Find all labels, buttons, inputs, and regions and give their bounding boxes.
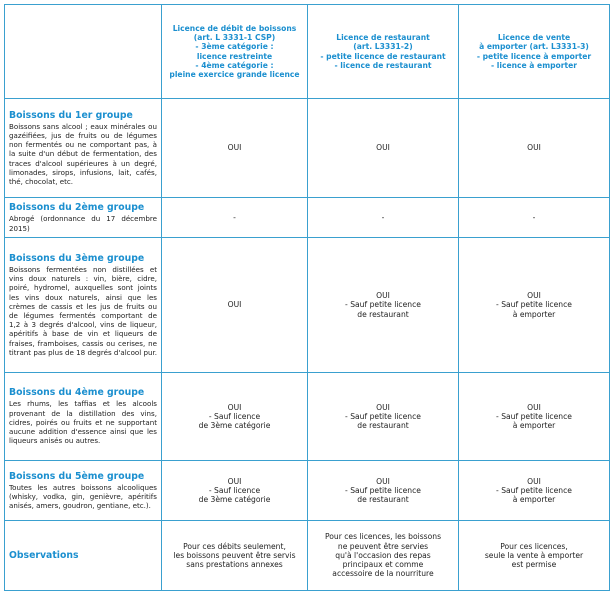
cell-line: - Sauf licence (208, 411, 261, 421)
group-1-description: Boissons sans alcool ; eaux minérales ou gazéifiées, jus de fruits ou de légumes non fermentés ou ne comportant pas, à la suite d'un début de fermentation, des traces d'alcool supérieures à un degré, limonades, sirops, infusions, lait, cafés, thé, chocolat, etc. (9, 121, 157, 186)
group-2-cell (5, 198, 162, 238)
cell-line: OUI (376, 143, 390, 153)
group-2-emporter-cell (459, 198, 610, 238)
cell-line: de restaurant (357, 309, 409, 319)
cell-line: - Sauf petite licence (496, 485, 572, 495)
table-row-group-3 (5, 238, 610, 373)
cell-line: Licence de vente (497, 32, 571, 42)
table-row-observations (5, 521, 610, 591)
group-3-restaurant-cell (308, 238, 459, 373)
cell-line: - Sauf petite licence (345, 300, 421, 310)
cell-line: OUI (527, 291, 541, 301)
cell-line: Licence de débit de boissons (172, 23, 297, 33)
cell-line: - licence de restaurant (334, 60, 432, 70)
group-1-debit-cell (162, 99, 308, 198)
cell-line: principaux et comme (342, 560, 424, 570)
cell-line: sans prestations annexes (186, 560, 283, 570)
header-corner (5, 5, 162, 99)
cell-line: OUI (227, 476, 242, 486)
table-row-group-1 (5, 99, 610, 198)
cell-line: Pour ces licences, (500, 541, 568, 551)
cell-line: Pour ces débits seulement, (183, 541, 286, 551)
observations-emporter-cell (459, 521, 610, 591)
cell-line: - Sauf petite licence (345, 485, 421, 495)
header-debit-boissons (162, 5, 308, 99)
cell-line: - Sauf petite licence (496, 300, 572, 310)
group-2-title: Boissons du 2ème groupe (9, 202, 145, 214)
group-3-description: Boissons fermentées non distillées et vins doux naturels : vin, bière, cidre, poiré, hydromel, auxquelles sont joints les vins doux naturels, ainsi que les crèmes de cassis et les jus de fruits ou de légumes fermentés comportant de 1,2 à 3 degrés d'alcool, vins de liqueur, apéritifs à base de vin et liqueurs de fraises, framboises, cassis ou cerises, ne titrant pas plus de 18 degrés d'alcool pur. (9, 264, 157, 357)
cell-line: Licence de restaurant (336, 32, 430, 42)
cell-line: OUI (376, 402, 390, 412)
table-row-group-2 (5, 198, 610, 238)
group-4-debit-cell (162, 373, 308, 461)
cell-line: - Sauf licence (208, 485, 261, 495)
group-5-restaurant-cell (308, 461, 459, 521)
cell-line: de restaurant (357, 495, 409, 505)
cell-line: - 3ème catégorie : (195, 42, 274, 52)
cell-line: - licence à emporter (490, 60, 578, 70)
cell-line: OUI (227, 402, 242, 412)
group-4-cell (5, 373, 162, 461)
cell-line: de restaurant (357, 421, 409, 431)
group-4-description: Les rhums, les taffias et les alcools provenant de la distillation des vins, cidres, poirés ou fruits et ne supportant aucune addition d'essence ainsi que les liqueurs anisés ou autres. (9, 399, 157, 446)
group-2-restaurant-cell (308, 198, 459, 238)
observations-title: Observations (9, 549, 79, 561)
cell-line: OUI (527, 143, 541, 153)
observations-restaurant-cell (308, 521, 459, 591)
group-1-title: Boissons du 1er groupe (9, 109, 133, 121)
cell-line: les boissons peuvent être servis (173, 550, 296, 560)
group-5-cell (5, 461, 162, 521)
cell-line: accessoire de la nourriture (332, 569, 434, 579)
group-4-restaurant-cell (308, 373, 459, 461)
cell-line: OUI (376, 291, 390, 301)
group-1-emporter-cell (459, 99, 610, 198)
observations-debit-cell (162, 521, 308, 591)
cell-line: à emporter (512, 421, 556, 431)
cell-line: à emporter (512, 495, 556, 505)
cell-line: ne peuvent être servies (337, 541, 429, 551)
cell-line: (art. L 3331-1 CSP) (193, 32, 276, 42)
group-3-title: Boissons du 3ème groupe (9, 252, 145, 264)
group-1-cell (5, 99, 162, 198)
table-row-group-4 (5, 373, 610, 461)
cell-line: - (381, 212, 385, 222)
cell-line: licence restreinte (196, 51, 273, 61)
group-1-restaurant-cell (308, 99, 459, 198)
group-3-cell (5, 238, 162, 373)
cell-line: de 3ème catégorie (198, 495, 271, 505)
cell-line: pleine exercice grande licence (169, 70, 300, 80)
cell-line: - petite licence de restaurant (320, 51, 446, 61)
cell-line: OUI (527, 476, 541, 486)
cell-line: OUI (227, 143, 242, 153)
group-5-debit-cell (162, 461, 308, 521)
cell-line: à emporter (art. L3331-3) (479, 42, 589, 52)
group-4-emporter-cell (459, 373, 610, 461)
cell-line: - 4ème catégorie : (195, 60, 274, 70)
group-3-emporter-cell (459, 238, 610, 373)
cell-line: - Sauf petite licence (345, 411, 421, 421)
header-row (5, 5, 610, 99)
group-5-description: Toutes les autres boissons alcooliques (whisky, vodka, gin, genièvre, apéritifs anisés, amers, goudron, gentiane, etc.). (9, 482, 157, 511)
cell-line: seule la vente à emporter (484, 550, 584, 560)
cell-line: est permise (511, 560, 557, 570)
observations-cell (5, 521, 162, 591)
cell-line: - (233, 212, 236, 222)
group-5-title: Boissons du 5ème groupe (9, 470, 145, 482)
group-4-title: Boissons du 4ème groupe (9, 387, 145, 399)
cell-line: OUI (227, 300, 242, 310)
cell-line: (art. L3331-2) (353, 42, 413, 52)
group-2-description: Abrogé (ordonnance du 17 décembre 2015) (9, 214, 157, 233)
group-2-debit-cell (162, 198, 308, 238)
header-vente-emporter (459, 5, 610, 99)
cell-line: qu'à l'occasion des repas (335, 550, 431, 560)
cell-line: OUI (527, 402, 541, 412)
header-restaurant (308, 5, 459, 99)
licence-table (4, 4, 610, 591)
cell-line: - (532, 212, 536, 222)
table-row-group-5 (5, 461, 610, 521)
group-5-emporter-cell (459, 461, 610, 521)
cell-line: Pour ces licences, les boissons (324, 532, 442, 542)
cell-line: - Sauf petite licence (496, 411, 572, 421)
group-3-debit-cell (162, 238, 308, 373)
cell-line: de 3ème catégorie (198, 421, 271, 431)
cell-line: - petite licence à emporter (476, 51, 592, 61)
cell-line: OUI (376, 476, 390, 486)
cell-line: à emporter (512, 309, 556, 319)
